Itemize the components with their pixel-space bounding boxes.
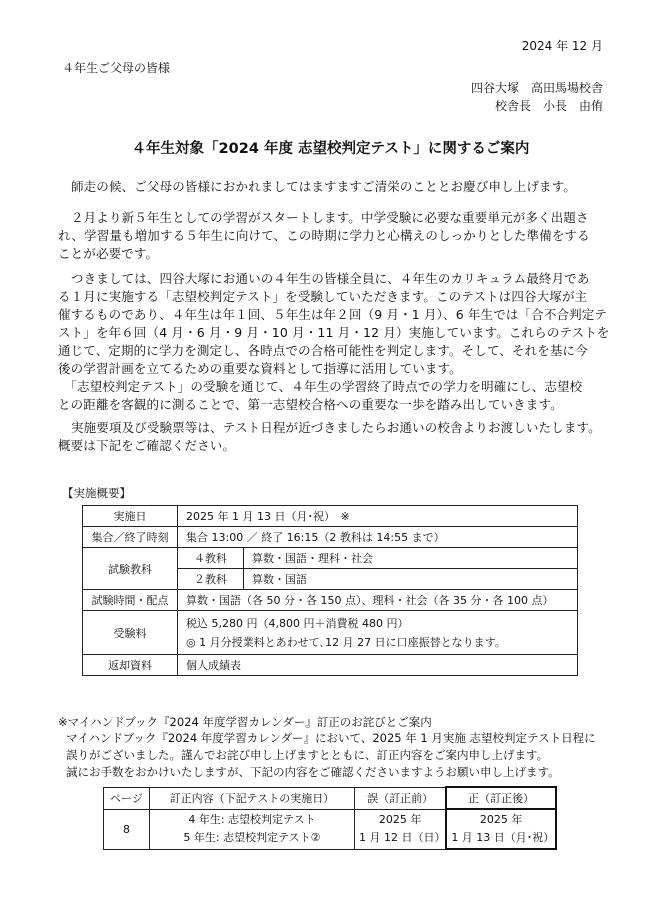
header-wrong: 誤（訂正前）	[355, 787, 447, 809]
table-row	[83, 548, 578, 569]
fee-note: ◎ 1 月分授業料とあわせて､12 月 27 日に口座振替となります。	[186, 635, 506, 649]
errata-paragraph	[66, 730, 616, 781]
table-row	[83, 590, 578, 611]
cell-time-label: 集合／終了時刻	[83, 527, 178, 548]
paragraph-line: 「志望校判定テスト」の受験を通じて、４年生の学習終了時点での学力を明確にし、志望校	[58, 379, 583, 394]
cell-content	[149, 809, 354, 849]
sender-organization: 四谷大塚 高田馬場校舎	[470, 81, 603, 95]
paragraph-line: る１月に実施する「志望校判定テスト」を受験していただきます。このテストは四谷大塚が主	[58, 289, 588, 304]
paragraph-line: 概要は下記をご確認ください。	[58, 438, 236, 453]
table-row	[104, 809, 557, 849]
table-row	[83, 655, 578, 676]
cell-subject-label: 試験教科	[83, 548, 178, 590]
document-title: ４年生対象「2024 年度 志望校判定テスト」に関するご案内	[131, 141, 530, 157]
content-line: 5 年生: 志望校判定テスト②	[183, 831, 321, 844]
header-right: 正（訂正後）	[446, 787, 556, 809]
header-page: ページ	[104, 787, 150, 809]
errata-line: 誤りがございました。謹んでお詫び申し上げますとともに、訂正内容をご案内申し上げます。	[66, 748, 549, 762]
errata-line: マイハンドブック『2024 年度学習カレンダー』において、2025 年 1 月実施 志望校判定テスト日程に	[66, 731, 596, 745]
paragraph-line: ことが必要です。	[58, 246, 159, 261]
summary-section-label: 【実施概要】	[62, 486, 131, 500]
cell-subject-4-value: 算数・国語・理科・社会	[244, 548, 578, 569]
cell-page: 8	[104, 809, 150, 849]
cell-points-label: 試験時間・配点	[83, 590, 178, 611]
summary-table	[82, 505, 578, 676]
right-year: 2025 年	[479, 813, 523, 826]
fee-amount: 税込 5,280 円（4,800 円＋消費税 480 円）	[186, 616, 409, 630]
paragraph-test-description	[58, 270, 614, 414]
table-header-row	[104, 787, 557, 809]
paragraph-line: 師走の候、ご父母の皆様におかれましてはますますご清栄のこととお慶び申し上げます。	[71, 179, 577, 194]
cell-time-value: 集合 13:00 ／ 終了 16:15（2 教科は 14:55 まで）	[178, 527, 578, 548]
paragraph-line: との距離を客観的に測ることで、第一志望校合格への重要な一歩を踏み出していきます。	[58, 397, 563, 412]
cell-subject-2: ２教科	[178, 569, 244, 590]
errata-title: ※マイハンドブック『2024 年度学習カレンダー』訂正のお詫びとご案内	[58, 715, 432, 729]
errata-table	[103, 786, 557, 850]
wrong-date: 1 月 12 日（日）	[359, 831, 446, 844]
paragraph-instructions	[58, 419, 614, 455]
paragraph-line: 実施要項及び受験票等は、テスト日程が近づきましたらお通いの校舎よりお渡しいたします。	[71, 420, 601, 435]
cell-right	[446, 809, 556, 849]
cell-fee-value	[178, 611, 578, 655]
cell-subject-2-value: 算数・国語	[244, 569, 578, 590]
cell-wrong	[355, 809, 447, 849]
paragraph-line: 通じて、定期的に学力を測定し、各時点での合格可能性を判定します。そして、それを基に今	[58, 343, 588, 358]
paragraph-line: 催するものであり、４年生は年１回、５年生は年２回（9 月・1 月）、6 年生では「合不合判定テ	[58, 307, 608, 322]
right-date: 1 月 13 日（月･祝）	[451, 831, 555, 844]
table-row	[83, 506, 578, 527]
errata-line: 誠にお手数をおかけいたしますが、下記の内容をご確認くださいますようお願い申し上げます。	[66, 765, 560, 779]
document-date: 2024 年 12 月	[521, 39, 603, 53]
cell-return-label: 返却資料	[83, 655, 178, 676]
cell-subject-4: ４教科	[178, 548, 244, 569]
paragraph-line: スト」を年６回（4 月・6 月・9 月・10 月・11 月・12 月）実施しています。これらのテストを	[58, 325, 610, 340]
cell-fee-label: 受験料	[83, 611, 178, 655]
paragraph-greeting	[58, 178, 614, 196]
sender-name: 校舎長 小長 由侑	[494, 99, 603, 113]
content-line: 4 年生: 志望校判定テスト	[188, 813, 316, 826]
addressee: ４年生ご父母の皆様	[62, 61, 171, 75]
header-content: 訂正内容（下記テストの実施日）	[149, 787, 354, 809]
paragraph-intro	[58, 209, 614, 263]
cell-return-value: 個人成績表	[178, 655, 578, 676]
table-row	[83, 527, 578, 548]
paragraph-line: ２月より新５年生としての学習がスタートします。中学受験に必要な重要単元が多く出題さ	[71, 210, 589, 225]
wrong-year: 2025 年	[378, 813, 422, 826]
table-row	[83, 611, 578, 655]
cell-date-label: 実施日	[83, 506, 178, 527]
paragraph-line: れ、学習量も増加する５年生に向けて、この時期に学力と心構えのしっかりとした準備をする	[58, 228, 590, 243]
cell-points-value: 算数・国語（各 50 分・各 150 点）、理科・社会（各 35 分・各 100 点）	[178, 590, 578, 611]
paragraph-line: 後の学習計画を立てるための重要な資料として指導に活用しています。	[58, 361, 462, 376]
cell-date-value: 2025 年 1 月 13 日（月･祝） ※	[178, 506, 578, 527]
paragraph-line: つきましては、四谷大塚にお通いの４年生の皆様全員に、４年生のカリキュラム最終月であ	[71, 271, 590, 286]
